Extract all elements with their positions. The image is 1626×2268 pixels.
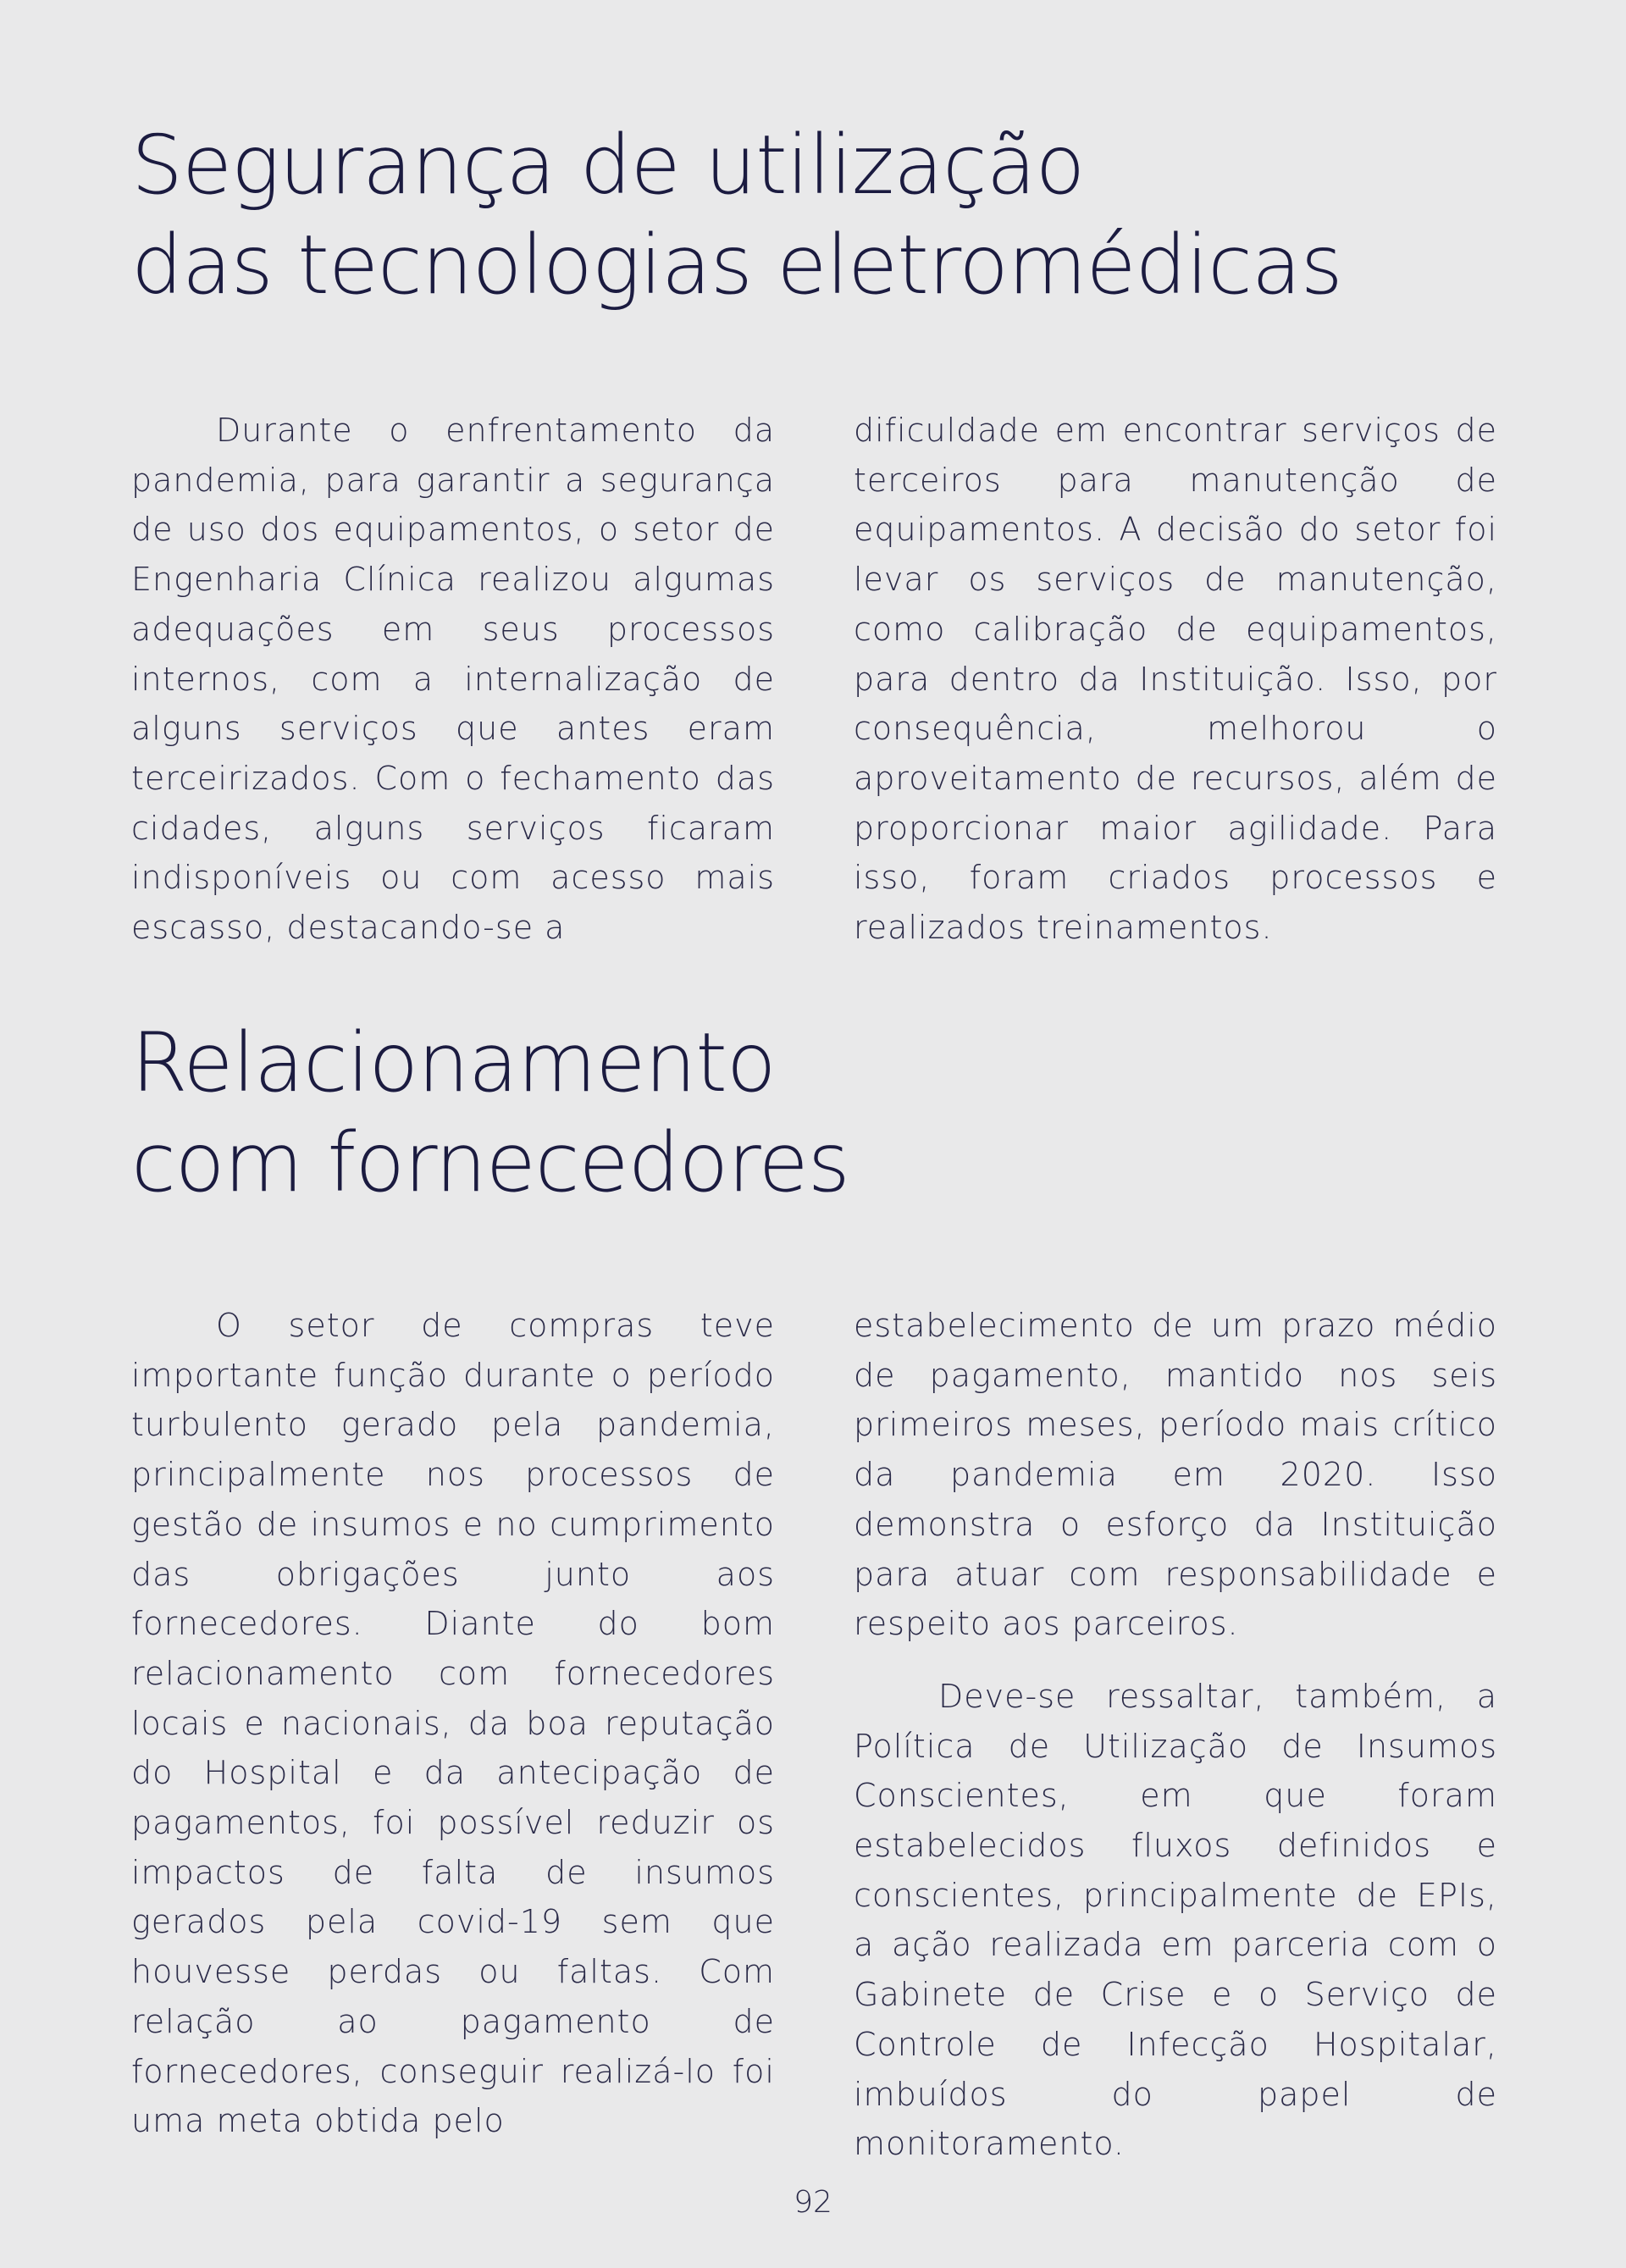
body-column-right bbox=[854, 406, 1497, 953]
paragraph: Durante o enfrentamento da pandemia, para garantir a segurança de uso dos equipamentos, o setor de Engenharia Clínica realizou algumas adequações em seus processos internos, com a internalização de alguns serviços que antes eram terceirizados. Com o fechamento das cidades, alguns serviços ficaram indisponíveis ou com acesso mais escasso, destacando-se a bbox=[131, 412, 775, 947]
section-title-line: com fornecedores bbox=[131, 1115, 849, 1210]
paragraph: estabelecimento de um prazo médio de pagamento, mantido nos seis primeiros meses, período mais crítico da pandemia em 2020. Isso demonstra o esforço da Instituição para atuar com responsabilidade e respeito aos parceiros. bbox=[854, 1307, 1497, 1643]
section-title-line: Relacionamento bbox=[131, 1015, 776, 1110]
body-column-left bbox=[131, 1301, 775, 2146]
body-column-left bbox=[131, 406, 775, 953]
section-title-seguranca bbox=[131, 115, 1342, 315]
body-column-right bbox=[854, 1301, 1497, 2169]
paragraph: Deve-se ressaltar, também, a Política de Utilização de Insumos Conscientes, em que foram estabelecidos fluxos definidos e conscientes, principalmente de EPIs, a ação realizada em parceria com o Gabinete de Crise e o Serviço de Controle de Infecção Hospitalar, imbuídos do papel de monitoramento. bbox=[854, 1677, 1497, 2163]
page-number: 92 bbox=[794, 2185, 832, 2220]
paragraph: O setor de compras teve importante função durante o período turbulento gerado pela pandemia, principalmente nos processos de gestão de insumos e no cumprimento das obrigações junto aos fornecedores. Diante do bom relacionamento com fornecedores locais e nacionais, da boa reputação do Hospital e da antecipação de pagamentos, foi possível reduzir os impactos de falta de insumos gerados pela covid-19 sem que houvesse perdas ou faltas. Com relação ao pagamento de fornecedores, conseguir realizá-lo foi uma meta obtida pelo bbox=[131, 1307, 775, 2140]
section-title-line: das tecnologias eletromédicas bbox=[131, 218, 1342, 313]
section-title-fornecedores bbox=[131, 1013, 849, 1213]
paragraph: dificuldade em encontrar serviços de terceiros para manutenção de equipamentos. A decisão do setor foi levar os serviços de manutenção, como calibração de equipamentos, para dentro da Instituição. Isso, por consequência, melhorou o aproveitamento de recursos, além de proporcionar maior agilidade. Para isso, foram criados processos e realizados treinamentos. bbox=[854, 412, 1497, 947]
section-title-line: Segurança de utilização bbox=[131, 118, 1085, 213]
